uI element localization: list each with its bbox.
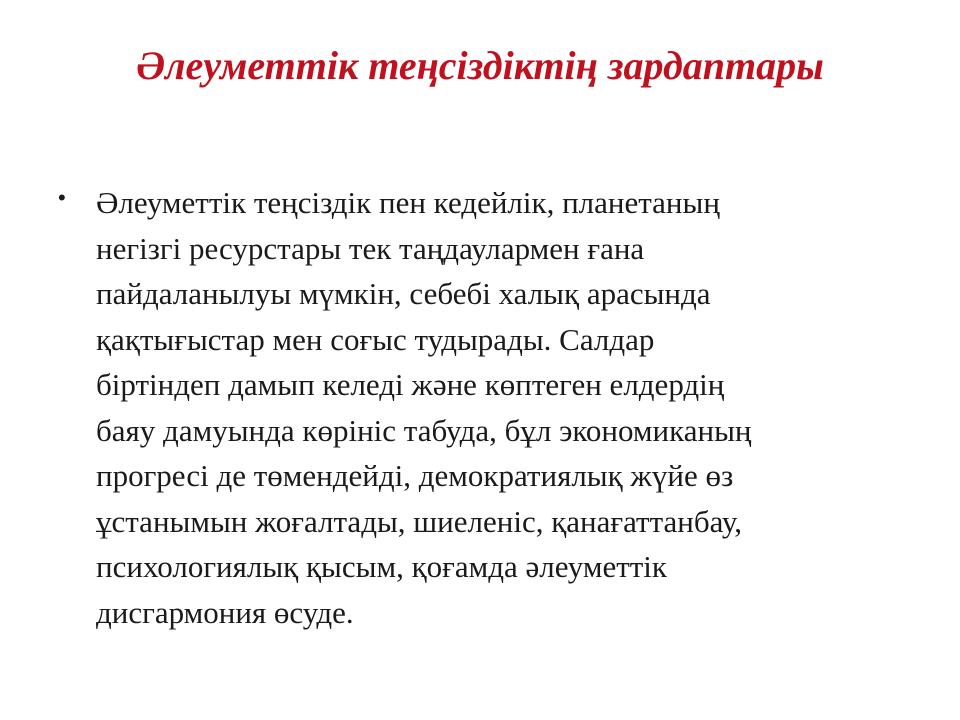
body-text-line: қақтығыстар мен соғыс тудырады. Салдар [96,321,655,357]
body-text-line: дисгармония өсуде. [96,594,354,630]
body-text-line: ұстанымын жоғалтады, шиеленіс, қанағаттанбау, [96,503,742,539]
body-text-line: біртіндеп дамып келеді және көптеген елдердің [96,367,725,402]
bullet-item [58,180,908,635]
body-text-line: баяу дамуында көрініс табуда, бұл экономиканың [96,412,752,448]
body-text-line: прогресі де төмендейді, демократиялық жүйе өз [96,458,734,493]
body-text-line: Әлеуметтік теңсіздік пен кедейлік, планетаның [96,185,720,220]
body-text-line: пайдаланылуы мүмкін, себебі халық арасында [96,276,711,311]
body-text-line: психологиялық қысым, қоғамда әлеуметтік [96,549,667,584]
bullet-dot-icon: • [58,185,66,210]
body-text-line: негізгі ресурстары тек таңдаулармен ғана [96,230,645,266]
bullet-list [58,180,908,635]
slide-title: Әлеуметтік теңсіздіктің зардаптары [136,43,824,88]
